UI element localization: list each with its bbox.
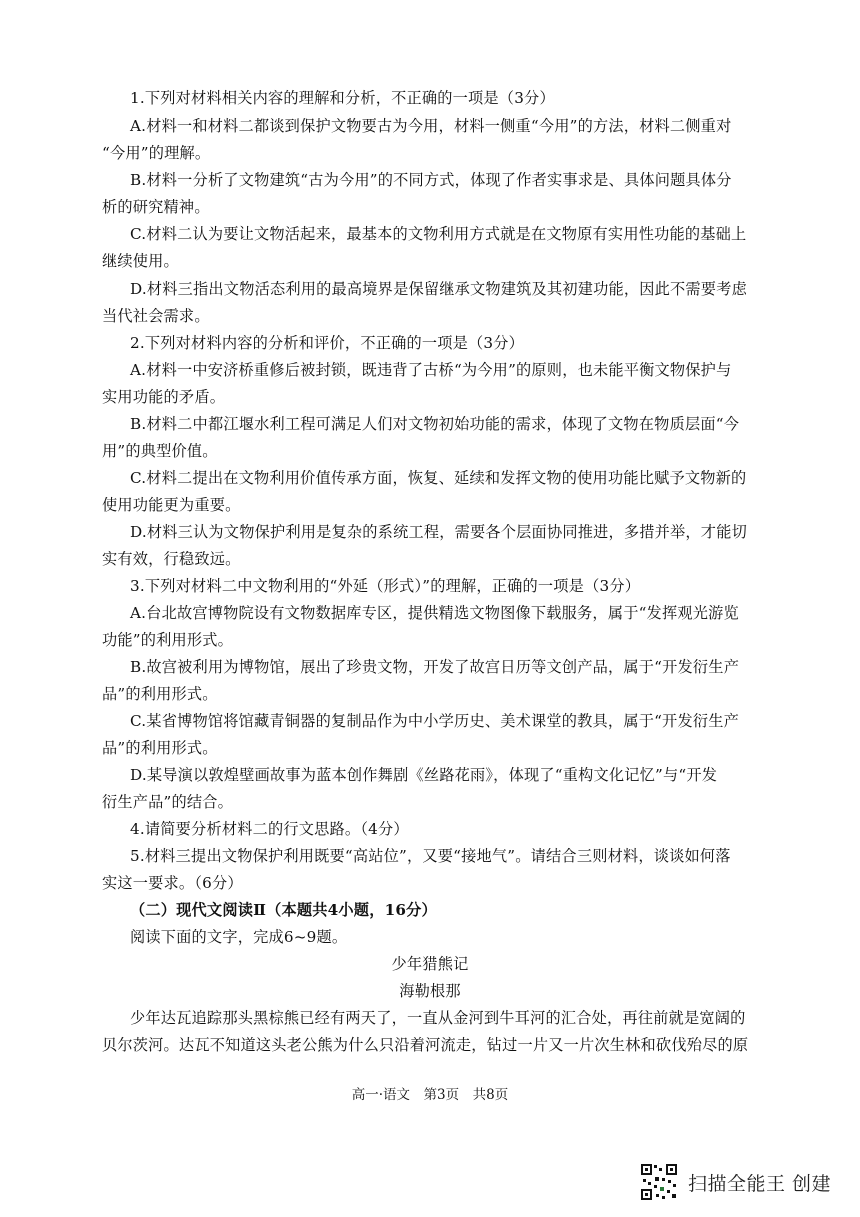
story-paragraph-line2: 贝尔茨河。达瓦不知道这头老公熊为什么只沿着河流走，钻过一片又一片次生林和砍伐殆尽的原 — [102, 1036, 749, 1054]
q3-option-d-line1: D.某导演以敦煌壁画故事为蓝本创作舞剧《丝路花雨》，体现了“重构文化记忆”与“开发 — [130, 766, 718, 784]
q1-option-c-line2: 继续使用。 — [102, 252, 179, 270]
q1-option-b-line2: 析的研究精神。 — [102, 198, 210, 216]
q2-option-b-line1: B.材料二中都江堰水利工程可满足人们对文物初始功能的需求，体现了文物在物质层面“今 — [130, 415, 740, 433]
question-1-stem: 1.下列对材料相关内容的理解和分析，不正确的一项是（3分） — [130, 89, 555, 107]
page-footer: 高一·语文 第3页 共8页 — [351, 1087, 509, 1103]
q2-option-c-line2: 使用功能更为重要。 — [102, 496, 241, 514]
q3-option-b-line2: 品”的利用形式。 — [102, 685, 218, 703]
q2-option-a-line2: 实用功能的矛盾。 — [102, 388, 226, 406]
q2-option-b-line2: 用”的典型价值。 — [102, 442, 218, 460]
question-4: 4.请简要分析材料二的行文思路。（4分） — [130, 820, 409, 838]
scanner-watermark — [640, 1162, 850, 1202]
q1-option-d-line2: 当代社会需求。 — [102, 307, 210, 325]
story-title: 少年猎熊记 — [391, 955, 469, 973]
watermark-text: 扫描全能王 创建 — [688, 1172, 832, 1195]
q3-option-d-line2: 衍生产品”的结合。 — [102, 793, 234, 811]
question-5-line1: 5.材料三提出文物保护利用既要“高站位”，又要“接地气”。请结合三则材料，谈谈如何落 — [130, 847, 731, 865]
q1-option-d-line1: D.材料三指出文物活态利用的最高境界是保留继承文物建筑及其初建功能，因此不需要考虑 — [130, 280, 747, 298]
q2-option-c-line1: C.材料二提出在文物利用价值传承方面，恢复、延续和发挥文物的使用功能比赋予文物新的 — [130, 469, 747, 487]
question-3-stem: 3.下列对材料二中文物利用的“外延（形式）”的理解，正确的一项是（3分） — [130, 577, 641, 595]
q3-option-c-line1: C.某省博物馆将馆藏青铜器的复制品作为中小学历史、美术课堂的教具，属于“开发衍生产 — [130, 712, 739, 730]
q2-option-d-line2: 实有效，行稳致远。 — [102, 550, 241, 568]
q1-option-a-line2: “今用”的理解。 — [102, 144, 211, 162]
q2-option-a-line1: A.材料一中安济桥重修后被封锁，既违背了古桥“为今用”的原则，也未能平衡文物保护与 — [130, 361, 732, 379]
q2-option-d-line1: D.材料三认为文物保护利用是复杂的系统工程，需要各个层面协同推进，多措并举，才能切 — [130, 523, 747, 541]
story-author: 海勒根那 — [399, 982, 461, 1000]
q1-option-c-line1: C.材料二认为要让文物活起来，最基本的文物利用方式就是在文物原有实用性功能的基础上 — [130, 225, 747, 243]
q3-option-c-line2: 品”的利用形式。 — [102, 739, 218, 757]
qr-code-icon — [640, 1163, 678, 1201]
story-paragraph-line1: 少年达瓦追踪那头黑棕熊已经有两天了，一直从金河到牛耳河的汇合处，再往前就是宽阔的 — [130, 1009, 746, 1027]
q1-option-a-line1: A.材料一和材料二都谈到保护文物要古为今用，材料一侧重“今用”的方法，材料二侧重对 — [130, 117, 732, 135]
q3-option-a-line1: A.台北故宫博物院设有文物数据库专区，提供精选文物图像下载服务，属于“发挥观光游览 — [130, 604, 739, 622]
reading-instruction: 阅读下面的文字，完成6~9题。 — [130, 928, 348, 946]
q3-option-b-line1: B.故宫被利用为博物馆，展出了珍贵文物，开发了故宫日历等文创产品，属于“开发衍生产 — [130, 658, 740, 676]
q1-option-b-line1: B.材料一分析了文物建筑“古为今用”的不同方式，体现了作者实事求是、具体问题具体分 — [130, 171, 732, 189]
q3-option-a-line2: 功能”的利用形式。 — [102, 631, 234, 649]
question-2-stem: 2.下列对材料内容的分析和评价，不正确的一项是（3分） — [130, 334, 525, 352]
question-5-line2: 实这一要求。（6分） — [102, 874, 243, 892]
section-heading: （二）现代文阅读Ⅱ（本题共4小题，16分） — [130, 901, 437, 919]
